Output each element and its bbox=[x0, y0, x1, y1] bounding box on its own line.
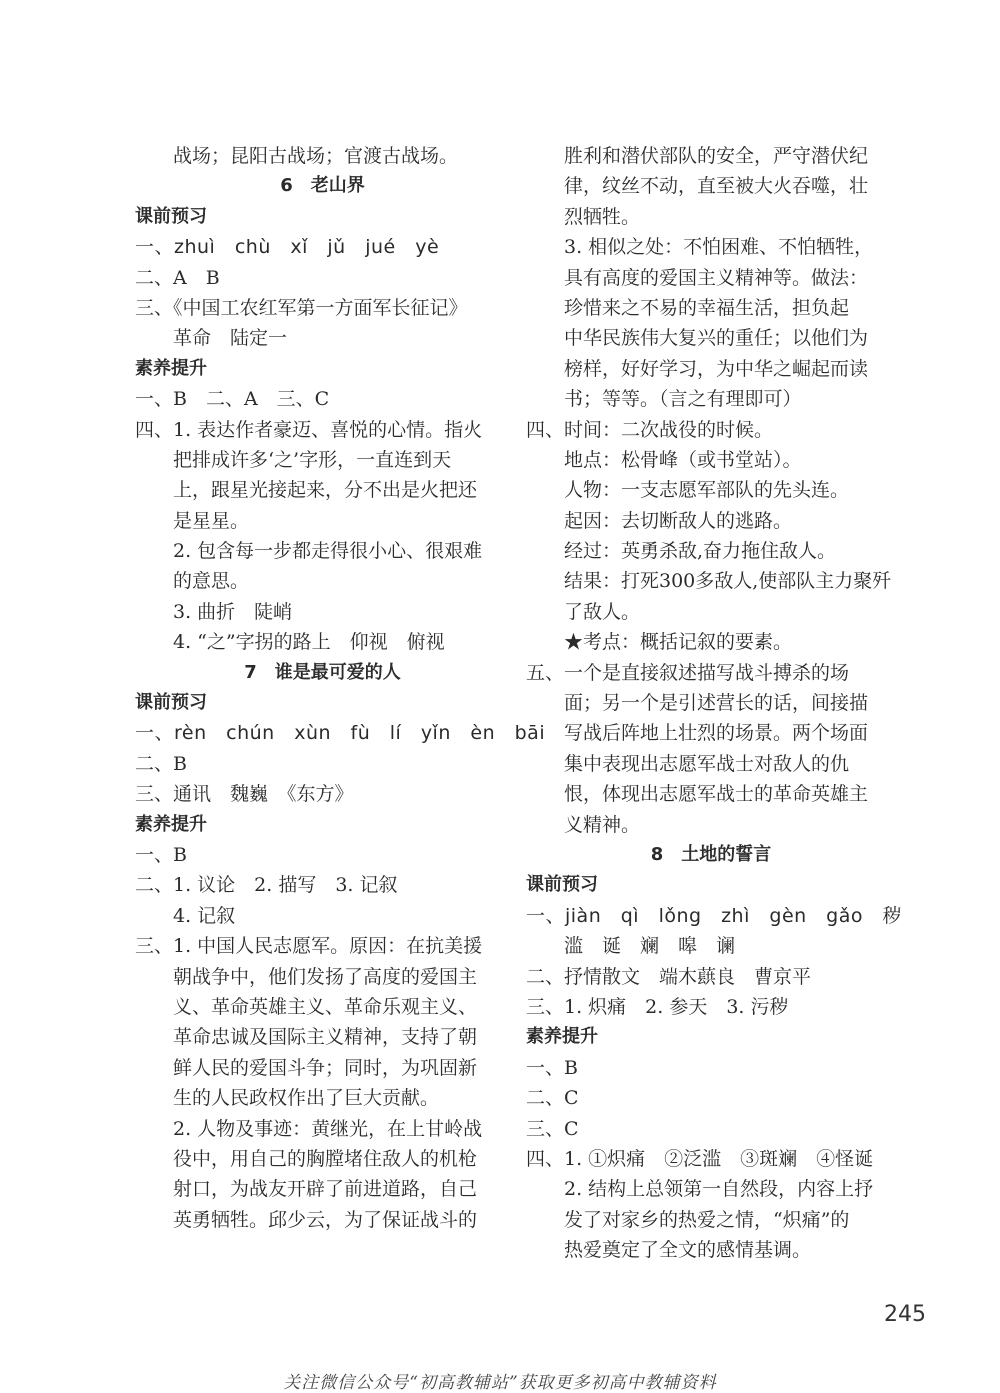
right-answer-line: 滥 诞 斓 嗥 谰 bbox=[564, 935, 736, 958]
left-answer-line: 革命 陆定一 bbox=[173, 327, 288, 350]
left-answer-line: 朝战争中，他们发扬了高度的爱国主 bbox=[173, 965, 478, 988]
left-answer-line: 三、1. 中国人民志愿军。原因：在抗美援 bbox=[135, 935, 483, 958]
right-answer-line: 起因：去切断敌人的逃路。 bbox=[564, 509, 793, 532]
right-answer-line: 面；另一个是引述营长的话，间接描 bbox=[564, 692, 869, 715]
left-answer-line: 4. “之”字拐的路上 仰视 俯视 bbox=[173, 631, 445, 654]
right-column bbox=[526, 141, 903, 1265]
left-answer-line: 的意思。 bbox=[173, 570, 250, 593]
left-answer-line: 三、通讯 魏巍 《东方》 bbox=[135, 783, 354, 806]
right-answer-line: 四、时间：二次战役的时候。 bbox=[526, 418, 774, 441]
left-answer-line: 生的人民政权作出了巨大贡献。 bbox=[173, 1087, 440, 1110]
right-answer-line: 律，纹丝不动，直至被大火吞噬，壮 bbox=[564, 175, 869, 198]
left-answer-line: 2. 人物及事迹：黄继光，在上甘岭战 bbox=[173, 1117, 483, 1140]
left-answer-line: 上，跟星光接起来，分不出是火把还 bbox=[173, 479, 478, 502]
section-heading: 课前预习 bbox=[526, 874, 598, 896]
left-answer-line: 二、A B bbox=[135, 266, 220, 289]
left-answer-line: 射口，为战友开辟了前进道路，自己 bbox=[173, 1178, 478, 1201]
left-answer-line: 2. 包含每一步都走得很小心、很艰难 bbox=[173, 540, 483, 563]
left-answer-line: 把排成许多‘之’字形，一直连到天 bbox=[173, 448, 452, 471]
right-answer-line: 三、C bbox=[526, 1117, 579, 1140]
left-answer-line: 4. 记叙 bbox=[173, 904, 236, 927]
right-answer-line: 四、1. ①炽痛 ②泛滥 ③斑斓 ④怪诞 bbox=[526, 1147, 874, 1170]
right-answer-line: 义精神。 bbox=[564, 813, 641, 836]
right-answer-line: 榜样，好好学习，为中华之崛起而读 bbox=[564, 357, 869, 380]
right-answer-line: 恨，体现出志愿军战士的革命英雄主 bbox=[564, 783, 869, 806]
right-answer-line: 发了对家乡的热爱之情，“炽痛”的 bbox=[564, 1208, 850, 1231]
section-heading: 课前预习 bbox=[135, 692, 207, 714]
right-answer-line: 珍惜来之不易的幸福生活，担负起 bbox=[564, 296, 850, 319]
left-answer-line: 一、B bbox=[135, 843, 187, 866]
left-answer-line: 3. 曲折 陡峭 bbox=[173, 600, 293, 623]
pinyin-answer-line: 一、zhuì chù xǐ jǔ jué yè bbox=[135, 236, 440, 259]
left-answer-line: 义、革命英雄主义、革命乐观主义、 bbox=[173, 995, 478, 1018]
right-answer-line: 三、1. 炽痛 2. 参天 3. 污秽 bbox=[526, 995, 789, 1018]
left-answer-line: 三、《中国工农红军第一方面军长征记》 bbox=[135, 296, 468, 319]
pinyin-answer-line: 一、jiàn qì lǒng zhì gèn gǎo 秽 bbox=[526, 904, 903, 927]
section-heading: 课前预习 bbox=[135, 205, 207, 227]
right-answer-line: 地点：松骨峰（或书堂站）。 bbox=[564, 448, 802, 471]
pinyin-answer-line: 一、rèn chún xùn fù lí yǐn èn bāi bbox=[135, 722, 546, 745]
right-answer-line: 具有高度的爱国主义精神等。做法： bbox=[564, 266, 869, 289]
left-answer-line: 英勇牺牲。邱少云，为了保证战斗的 bbox=[173, 1208, 478, 1231]
page-number: 245 bbox=[884, 1302, 926, 1327]
footer-watermark-text: 关注微信公众号“初高教辅站”获取更多初高中教辅资料 bbox=[283, 1373, 717, 1393]
right-answer-line: 结果：打死300多敌人,使部队主力聚歼 bbox=[564, 570, 892, 593]
right-answer-line: 烈牺牲。 bbox=[564, 205, 641, 228]
left-answer-line: 二、B bbox=[135, 752, 187, 775]
right-answer-line: 3. 相似之处：不怕困难、不怕牺牲， bbox=[564, 236, 874, 259]
right-answer-line: 五、一个是直接叙述描写战斗搏杀的场 bbox=[526, 661, 850, 684]
right-answer-line: 了敌人。 bbox=[564, 600, 641, 623]
lesson-heading: 8 土地的誓言 bbox=[650, 843, 772, 865]
section-heading: 素养提升 bbox=[135, 357, 207, 379]
section-heading: 素养提升 bbox=[135, 813, 207, 835]
left-answer-line: 二、1. 议论 2. 描写 3. 记叙 bbox=[135, 874, 398, 897]
right-answer-line: 二、抒情散文 端木蕻良 曹京平 bbox=[526, 965, 812, 988]
right-answer-line: 热爱奠定了全文的感情基调。 bbox=[564, 1239, 812, 1262]
left-answer-line: 是星星。 bbox=[173, 509, 250, 532]
lesson-heading: 6 老山界 bbox=[280, 175, 365, 197]
lesson-heading: 7 谁是最可爱的人 bbox=[244, 661, 401, 683]
right-answer-line: ★考点：概括记叙的要素。 bbox=[564, 631, 793, 654]
right-answer-line: 经过：英勇杀敌,奋力拖住敌人。 bbox=[564, 540, 837, 563]
right-answer-line: 写战后阵地上壮烈的场景。两个场面 bbox=[564, 722, 869, 745]
left-answer-line: 四、1. 表达作者豪迈、喜悦的心情。指火 bbox=[135, 418, 483, 441]
section-heading: 素养提升 bbox=[526, 1026, 598, 1048]
right-answer-line: 集中表现出志愿军战士对敌人的仇 bbox=[564, 752, 850, 775]
right-answer-line: 二、C bbox=[526, 1087, 579, 1110]
left-answer-line: 革命忠诚及国际主义精神，支持了朝 bbox=[173, 1026, 478, 1049]
left-answer-line: 一、B 二、A 三、C bbox=[135, 388, 330, 411]
right-answer-line: 书；等等。（言之有理即可） bbox=[564, 388, 802, 411]
left-answer-line: 鲜人民的爱国斗争；同时，为巩固新 bbox=[173, 1056, 478, 1079]
left-answer-line: 战场；昆阳古战场；官渡古战场。 bbox=[173, 145, 459, 167]
right-answer-line: 一、B bbox=[526, 1056, 578, 1079]
right-answer-line: 人物：一支志愿军部队的先头连。 bbox=[564, 479, 850, 502]
right-answer-line: 2. 结构上总领第一自然段，内容上抒 bbox=[564, 1178, 874, 1201]
right-answer-line: 胜利和潜伏部队的安全，严守潜伏纪 bbox=[564, 145, 869, 167]
right-answer-line: 中华民族伟大复兴的重任；以他们为 bbox=[564, 327, 869, 350]
left-answer-line: 役中，用自己的胸膛堵住敌人的机枪 bbox=[173, 1147, 478, 1170]
left-column bbox=[135, 141, 546, 1235]
